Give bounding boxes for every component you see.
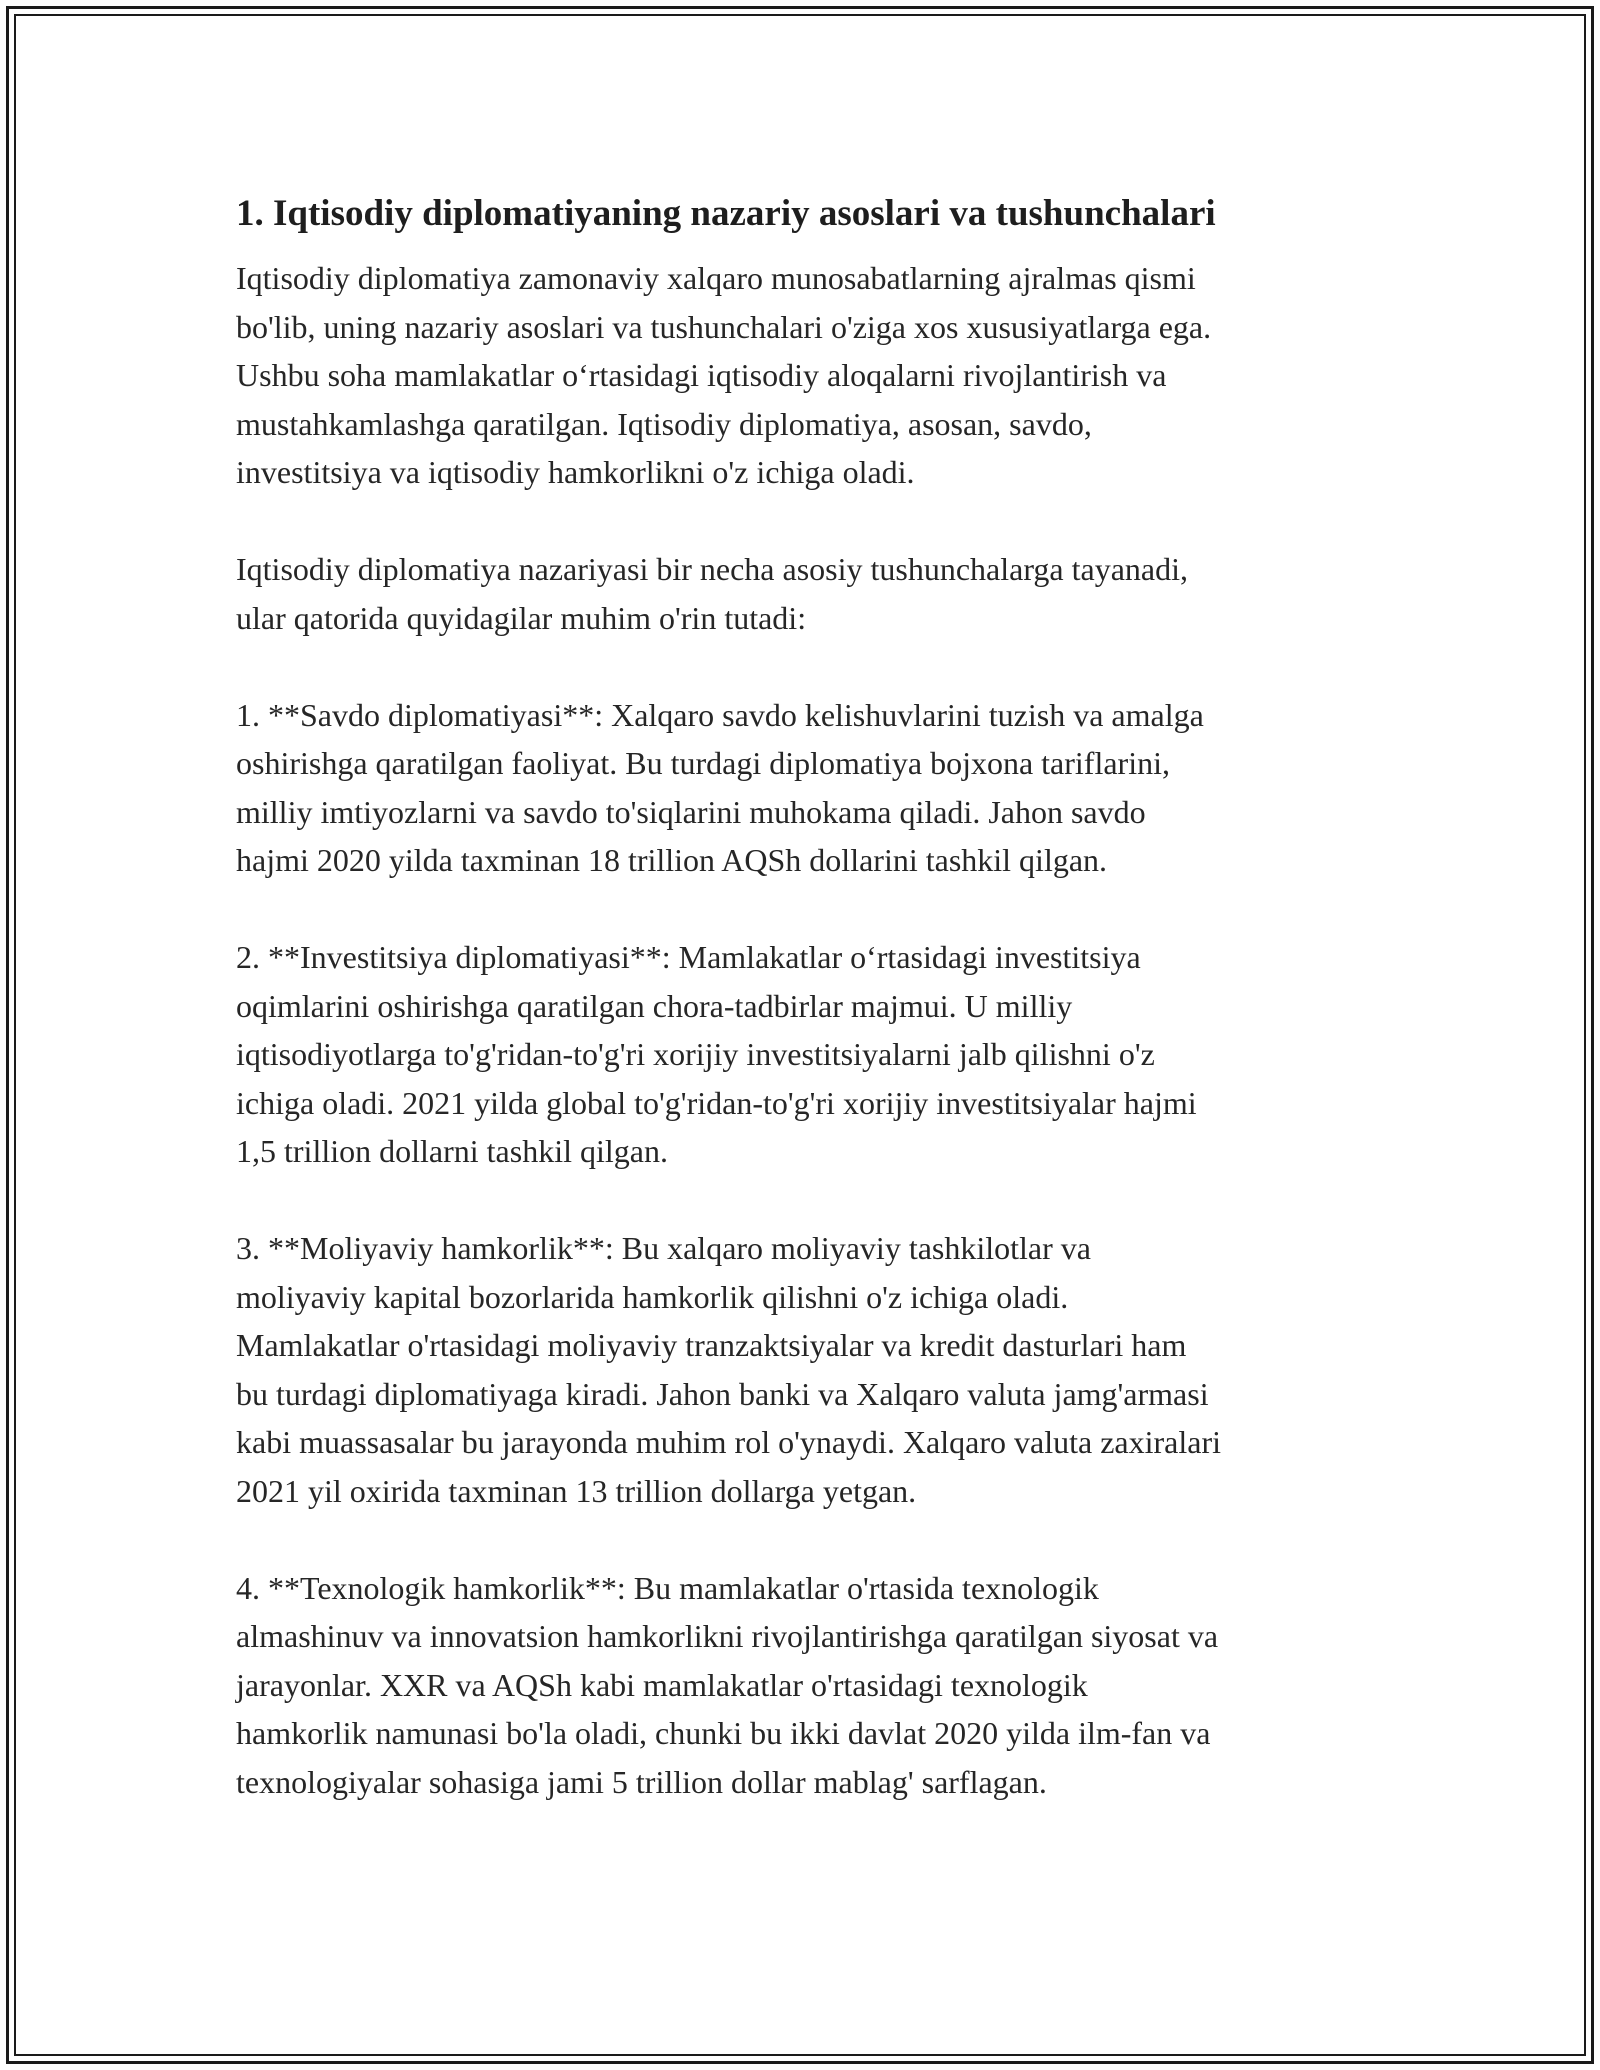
text-line: mustahkamlashga qaratilgan. Iqtisodiy diplomatiya, asosan, savdo, bbox=[236, 405, 1092, 442]
text-line: Iqtisodiy diplomatiya nazariyasi bir necha asosiy tushunchalarga tayanadi, bbox=[236, 551, 1189, 587]
document-body bbox=[236, 186, 1386, 1855]
paragraph-trade-diplomacy bbox=[236, 691, 1386, 885]
text-line: Iqtisodiy diplomatiya zamonaviy xalqaro munosabatlarning ajralmas qismi bbox=[236, 260, 1196, 296]
text-line: bu turdagi diplomatiyaga kiradi. Jahon banki va Xalqaro valuta jamg'armasi bbox=[236, 1375, 1209, 1412]
text-line: oqimlarini oshirishga qaratilgan chora-tadbirlar majmui. U milliy bbox=[236, 987, 1073, 1024]
paragraph-intro bbox=[236, 254, 1386, 497]
text-line: almashinuv va innovatsion hamkorlikni rivojlantirishga qaratilgan siyosat va bbox=[236, 1618, 1219, 1654]
text-line: texnologiyalar sohasiga jami 5 trillion dollar mablag' sarflagan. bbox=[236, 1763, 1047, 1800]
text-line: investitsiya va iqtisodiy hamkorlikni o'z ichiga oladi. bbox=[236, 454, 915, 490]
text-line: milliy imtiyozlarni va savdo to'siqlarini muhokama qiladi. Jahon savdo bbox=[236, 793, 1146, 830]
paragraph-technology-cooperation bbox=[236, 1564, 1386, 1807]
text-line: 2. **Investitsiya diplomatiyasi**: Mamlakatlar o‘rtasidagi investitsiya bbox=[236, 939, 1141, 975]
text-line: kabi muassasalar bu jarayonda muhim rol o'ynaydi. Xalqaro valuta zaxiralari bbox=[236, 1424, 1221, 1460]
text-line: hajmi 2020 yilda taxminan 18 trillion AQSh dollarini tashkil qilgan. bbox=[236, 842, 1108, 878]
text-line: jarayonlar. XXR va AQSh kabi mamlakatlar o'rtasidagi texnologik bbox=[236, 1666, 1088, 1703]
text-line: Ushbu soha mamlakatlar o‘rtasidagi iqtisodiy aloqalarni rivojlantirish va bbox=[236, 357, 1167, 393]
text-line: 4. **Texnologik hamkorlik**: Bu mamlakatlar o'rtasida texnologik bbox=[236, 1569, 1099, 1606]
text-line: hamkorlik namunasi bo'la oladi, chunki bu ikki davlat 2020 yilda ilm-fan va bbox=[236, 1715, 1211, 1751]
text-line: ular qatorida quyidagilar muhim o'rin tutadi: bbox=[236, 599, 807, 636]
text-line: 3. **Moliyaviy hamkorlik**: Bu xalqaro moliyaviy tashkilotlar va bbox=[236, 1230, 1091, 1266]
text-line: iqtisodiyotlarga to'g'ridan-to'g'ri xorijiy investitsiyalarni jalb qilishni o'z bbox=[236, 1036, 1155, 1072]
text-line: oshirishga qaratilgan faoliyat. Bu turdagi diplomatiya bojxona tariflarini, bbox=[236, 745, 1170, 781]
paragraph-investment-diplomacy bbox=[236, 933, 1386, 1176]
paragraph-financial-cooperation bbox=[236, 1224, 1386, 1515]
text-line: 1,5 trillion dollarni tashkil qilgan. bbox=[236, 1133, 668, 1169]
text-line: Mamlakatlar o'rtasidagi moliyaviy tranzaktsiyalar va kredit dasturlari ham bbox=[236, 1327, 1187, 1363]
text-line: 1. **Savdo diplomatiyasi**: Xalqaro savdo kelishuvlarini tuzish va amalga bbox=[236, 696, 1204, 733]
section-heading: 1. Iqtisodiy diplomatiyaning nazariy asoslari va tushunchalari bbox=[236, 193, 1216, 234]
text-line: 2021 yil oxirida taxminan 13 trillion dollarga yetgan. bbox=[236, 1472, 917, 1509]
text-line: moliyaviy kapital bozorlarida hamkorlik qilishni o'z ichiga oladi. bbox=[236, 1278, 1069, 1315]
text-line: bo'lib, uning nazariy asoslari va tushunchalari o'ziga xos xususiyatlarga ega. bbox=[236, 308, 1212, 345]
text-line: ichiga oladi. 2021 yilda global to'g'ridan-to'g'ri xorijiy investitsiyalar hajmi bbox=[236, 1084, 1197, 1121]
paragraph-concepts bbox=[236, 545, 1386, 642]
